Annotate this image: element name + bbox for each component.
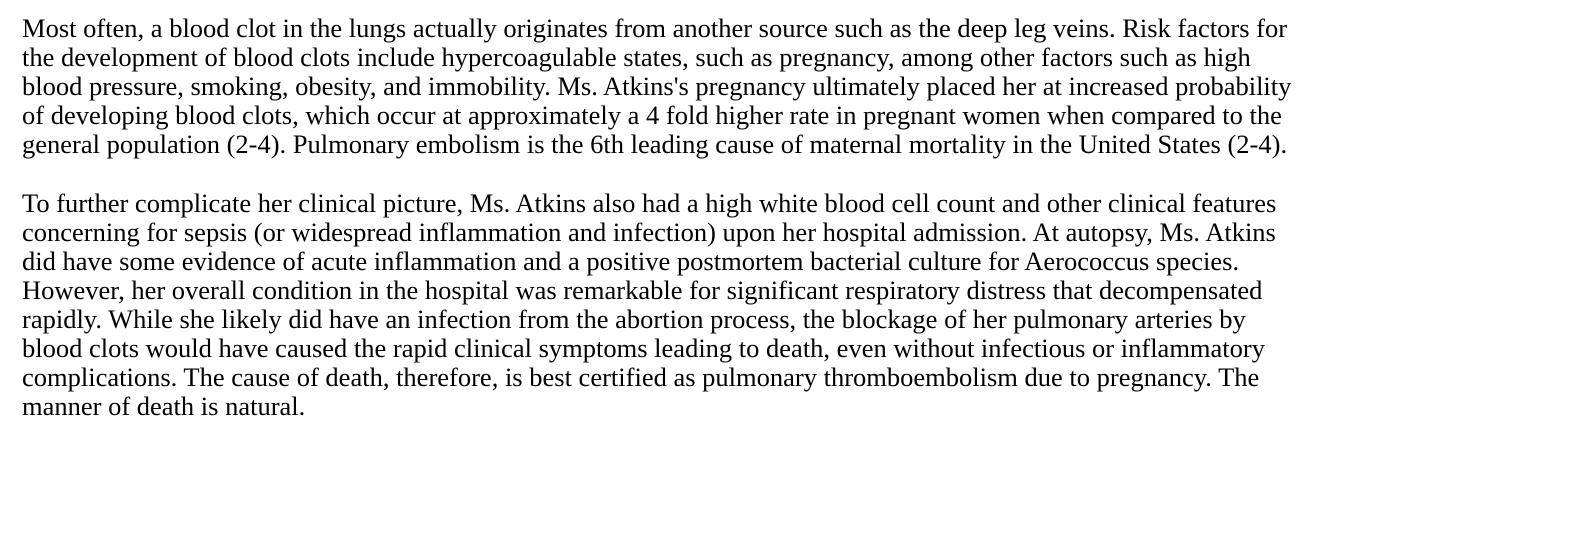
text-line: blood pressure, smoking, obesity, and immobility. Ms. Atkins's pregnancy ultimately placed her at increased probability [22,71,1292,101]
paragraph-blood-clot-risk [22,14,1562,159]
text-line: did have some evidence of acute inflammation and a positive postmortem bacterial culture for Aerococcus species. [22,246,1240,276]
document-body [22,14,1562,421]
paragraph-cause-of-death [22,189,1562,421]
text-line: of developing blood clots, which occur at approximately a 4 fold higher rate in pregnant women when compared to the [22,100,1282,130]
text-line: To further complicate her clinical picture, Ms. Atkins also had a high white blood cell count and other clinical features [22,188,1277,218]
text-line: complications. The cause of death, therefore, is best certified as pulmonary thromboembolism due to pregnancy. The [22,362,1260,392]
text-line: blood clots would have caused the rapid clinical symptoms leading to death, even without infectious or inflammatory [22,333,1265,363]
text-line: rapidly. While she likely did have an infection from the abortion process, the blockage of her pulmonary arteries by [22,304,1246,334]
text-line: concerning for sepsis (or widespread inflammation and infection) upon her hospital admission. At autopsy, Ms. Atkins [22,217,1276,247]
text-line: manner of death is natural. [22,391,306,421]
text-line: However, her overall condition in the hospital was remarkable for significant respiratory distress that decompensated [22,275,1263,305]
text-line: Most often, a blood clot in the lungs actually originates from another source such as the deep leg veins. Risk factors for [22,13,1288,43]
text-line: the development of blood clots include hypercoagulable states, such as pregnancy, among other factors such as high [22,42,1251,72]
text-line: general population (2-4). Pulmonary embolism is the 6th leading cause of maternal mortality in the United States (2-4). [22,129,1288,159]
